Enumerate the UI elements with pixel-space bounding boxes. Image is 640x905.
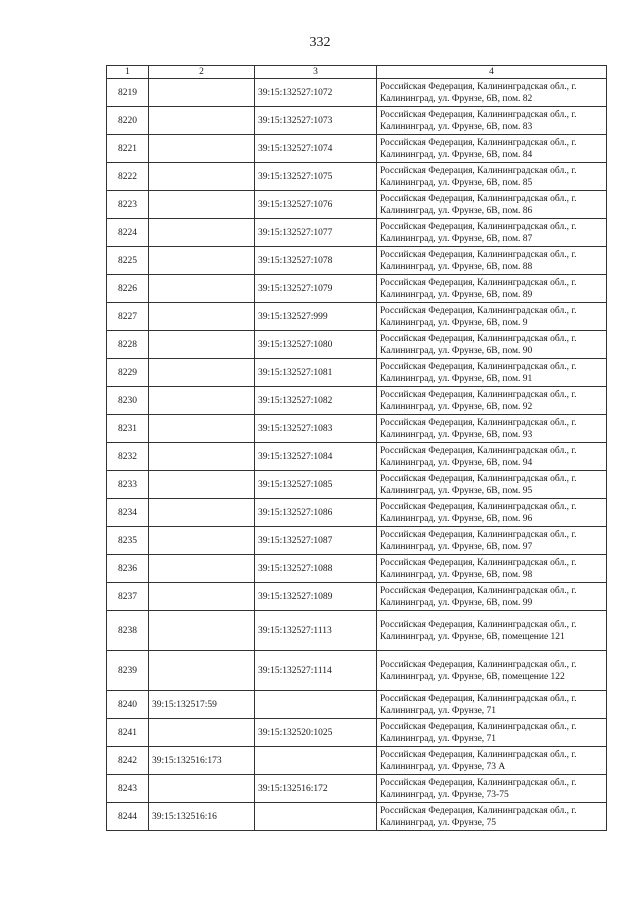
- address-cell: Российская Федерация, Калининградская обл., г. Калининград, ул. Фрунзе, 6В, пом. 99: [377, 583, 607, 611]
- cadastral-number-cell: [255, 691, 377, 719]
- cadastral-number-cell: [149, 219, 255, 247]
- address-cell: Российская Федерация, Калининградская обл., г. Калининград, ул. Фрунзе, 6В, пом. 82: [377, 79, 607, 107]
- cadastral-number-cell: [149, 527, 255, 555]
- table-row: [107, 527, 607, 555]
- cadastral-number-cell: 39:15:132527:1087: [255, 527, 377, 555]
- cadastral-number-cell: 39:15:132527:1079: [255, 275, 377, 303]
- column-header: 2: [149, 66, 255, 79]
- address-cell: Российская Федерация, Калининградская обл., г. Калининград, ул. Фрунзе, 73-75: [377, 775, 607, 803]
- table-row: [107, 107, 607, 135]
- cadastral-number-cell: 39:15:132527:1114: [255, 651, 377, 691]
- cadastral-number-cell: [149, 135, 255, 163]
- address-cell: Российская Федерация, Калининградская обл., г. Калининград, ул. Фрунзе, 75: [377, 803, 607, 831]
- address-cell: Российская Федерация, Калининградская обл., г. Калининград, ул. Фрунзе, 6В, пом. 85: [377, 163, 607, 191]
- table-row: [107, 135, 607, 163]
- table-row: [107, 79, 607, 107]
- cadastral-number-cell: 39:15:132527:1113: [255, 611, 377, 651]
- cadastral-number-cell: [149, 719, 255, 747]
- table-row: [107, 499, 607, 527]
- address-cell: Российская Федерация, Калининградская обл., г. Калининград, ул. Фрунзе, 6В, пом. 88: [377, 247, 607, 275]
- row-number-cell: 8223: [107, 191, 149, 219]
- address-cell: Российская Федерация, Калининградская обл., г. Калининград, ул. Фрунзе, 6В, пом. 92: [377, 387, 607, 415]
- address-cell: Российская Федерация, Калининградская обл., г. Калининград, ул. Фрунзе, 6В, пом. 96: [377, 499, 607, 527]
- cadastral-number-cell: 39:15:132527:1084: [255, 443, 377, 471]
- table-row: [107, 191, 607, 219]
- row-number-cell: 8220: [107, 107, 149, 135]
- column-header: 4: [377, 66, 607, 79]
- address-cell: Российская Федерация, Калининградская обл., г. Калининград, ул. Фрунзе, 6В, помещение 122: [377, 651, 607, 691]
- address-cell: Российская Федерация, Калининградская обл., г. Калининград, ул. Фрунзе, 6В, пом. 95: [377, 471, 607, 499]
- column-header: 1: [107, 66, 149, 79]
- cadastral-number-cell: [149, 107, 255, 135]
- address-cell: Российская Федерация, Калининградская обл., г. Калининград, ул. Фрунзе, 6В, пом. 90: [377, 331, 607, 359]
- cadastral-number-cell: [149, 611, 255, 651]
- address-cell: Российская Федерация, Калининградская обл., г. Калининград, ул. Фрунзе, 6В, пом. 87: [377, 219, 607, 247]
- cadastral-number-cell: [149, 775, 255, 803]
- cadastral-number-cell: [149, 443, 255, 471]
- address-cell: Российская Федерация, Калининградская обл., г. Калининград, ул. Фрунзе, 71: [377, 719, 607, 747]
- address-cell: Российская Федерация, Калининградская обл., г. Калининград, ул. Фрунзе, 73 А: [377, 747, 607, 775]
- row-number-cell: 8230: [107, 387, 149, 415]
- row-number-cell: 8231: [107, 415, 149, 443]
- row-number-cell: 8226: [107, 275, 149, 303]
- cadastral-number-cell: 39:15:132527:1074: [255, 135, 377, 163]
- row-number-cell: 8225: [107, 247, 149, 275]
- cadastral-number-cell: [149, 191, 255, 219]
- cadastral-number-cell: [149, 555, 255, 583]
- address-cell: Российская Федерация, Калининградская обл., г. Калининград, ул. Фрунзе, 6В, пом. 93: [377, 415, 607, 443]
- cadastral-number-cell: 39:15:132516:173: [149, 747, 255, 775]
- row-number-cell: 8238: [107, 611, 149, 651]
- table-row: [107, 303, 607, 331]
- registry-table: [106, 65, 607, 831]
- address-cell: Российская Федерация, Калининградская обл., г. Калининград, ул. Фрунзе, 6В, пом. 86: [377, 191, 607, 219]
- row-number-cell: 8224: [107, 219, 149, 247]
- table-row: [107, 583, 607, 611]
- address-cell: Российская Федерация, Калининградская обл., г. Калининград, ул. Фрунзе, 6В, помещение 121: [377, 611, 607, 651]
- cadastral-number-cell: 39:15:132527:1085: [255, 471, 377, 499]
- address-cell: Российская Федерация, Калининградская обл., г. Калининград, ул. Фрунзе, 6В, пом. 91: [377, 359, 607, 387]
- address-cell: Российская Федерация, Калининградская обл., г. Калининград, ул. Фрунзе, 6В, пом. 89: [377, 275, 607, 303]
- table-row: [107, 471, 607, 499]
- column-header: 3: [255, 66, 377, 79]
- cadastral-number-cell: 39:15:132527:999: [255, 303, 377, 331]
- table-row: [107, 275, 607, 303]
- address-cell: Российская Федерация, Калининградская обл., г. Калининград, ул. Фрунзе, 6В, пом. 94: [377, 443, 607, 471]
- address-cell: Российская Федерация, Калининградская обл., г. Калининград, ул. Фрунзе, 6В, пом. 83: [377, 107, 607, 135]
- table-row: [107, 359, 607, 387]
- cadastral-number-cell: [149, 247, 255, 275]
- cadastral-number-cell: 39:15:132527:1081: [255, 359, 377, 387]
- cadastral-number-cell: 39:15:132520:1025: [255, 719, 377, 747]
- row-number-cell: 8243: [107, 775, 149, 803]
- cadastral-number-cell: 39:15:132527:1083: [255, 415, 377, 443]
- cadastral-number-cell: 39:15:132527:1080: [255, 331, 377, 359]
- cadastral-number-cell: 39:15:132527:1088: [255, 555, 377, 583]
- cadastral-number-cell: [149, 499, 255, 527]
- cadastral-number-cell: 39:15:132527:1077: [255, 219, 377, 247]
- cadastral-number-cell: 39:15:132517:59: [149, 691, 255, 719]
- row-number-cell: 8227: [107, 303, 149, 331]
- table-row: [107, 163, 607, 191]
- header-row: [107, 66, 607, 79]
- table-row: [107, 331, 607, 359]
- table-row: [107, 775, 607, 803]
- table-row: [107, 719, 607, 747]
- row-number-cell: 8232: [107, 443, 149, 471]
- table-row: [107, 247, 607, 275]
- row-number-cell: 8234: [107, 499, 149, 527]
- cadastral-number-cell: [149, 163, 255, 191]
- row-number-cell: 8239: [107, 651, 149, 691]
- table-row: [107, 747, 607, 775]
- table-row: [107, 443, 607, 471]
- cadastral-number-cell: [149, 471, 255, 499]
- cadastral-number-cell: [149, 651, 255, 691]
- row-number-cell: 8219: [107, 79, 149, 107]
- row-number-cell: 8241: [107, 719, 149, 747]
- cadastral-number-cell: 39:15:132527:1076: [255, 191, 377, 219]
- row-number-cell: 8242: [107, 747, 149, 775]
- cadastral-number-cell: 39:15:132527:1075: [255, 163, 377, 191]
- cadastral-number-cell: 39:15:132527:1089: [255, 583, 377, 611]
- cadastral-number-cell: [255, 803, 377, 831]
- row-number-cell: 8221: [107, 135, 149, 163]
- cadastral-number-cell: [149, 359, 255, 387]
- row-number-cell: 8222: [107, 163, 149, 191]
- row-number-cell: 8237: [107, 583, 149, 611]
- table-row: [107, 691, 607, 719]
- table-row: [107, 803, 607, 831]
- table-row: [107, 555, 607, 583]
- row-number-cell: 8229: [107, 359, 149, 387]
- cadastral-number-cell: [149, 79, 255, 107]
- row-number-cell: 8228: [107, 331, 149, 359]
- table-row: [107, 611, 607, 651]
- address-cell: Российская Федерация, Калининградская обл., г. Калининград, ул. Фрунзе, 71: [377, 691, 607, 719]
- cadastral-number-cell: [149, 583, 255, 611]
- cadastral-number-cell: [255, 747, 377, 775]
- cadastral-number-cell: 39:15:132527:1078: [255, 247, 377, 275]
- address-cell: Российская Федерация, Калининградская обл., г. Калининград, ул. Фрунзе, 6В, пом. 98: [377, 555, 607, 583]
- row-number-cell: 8244: [107, 803, 149, 831]
- table-row: [107, 651, 607, 691]
- cadastral-number-cell: [149, 387, 255, 415]
- table-row: [107, 219, 607, 247]
- cadastral-number-cell: [149, 275, 255, 303]
- cadastral-number-cell: 39:15:132516:172: [255, 775, 377, 803]
- address-cell: Российская Федерация, Калининградская обл., г. Калининград, ул. Фрунзе, 6В, пом. 84: [377, 135, 607, 163]
- cadastral-number-cell: [149, 303, 255, 331]
- row-number-cell: 8235: [107, 527, 149, 555]
- table-row: [107, 415, 607, 443]
- table-row: [107, 387, 607, 415]
- row-number-cell: 8233: [107, 471, 149, 499]
- cadastral-number-cell: [149, 331, 255, 359]
- cadastral-number-cell: 39:15:132516:16: [149, 803, 255, 831]
- address-cell: Российская Федерация, Калининградская обл., г. Калининград, ул. Фрунзе, 6В, пом. 9: [377, 303, 607, 331]
- cadastral-number-cell: 39:15:132527:1073: [255, 107, 377, 135]
- page-number: 332: [309, 35, 331, 50]
- cadastral-number-cell: 39:15:132527:1082: [255, 387, 377, 415]
- cadastral-number-cell: 39:15:132527:1072: [255, 79, 377, 107]
- cadastral-number-cell: 39:15:132527:1086: [255, 499, 377, 527]
- row-number-cell: 8236: [107, 555, 149, 583]
- row-number-cell: 8240: [107, 691, 149, 719]
- cadastral-number-cell: [149, 415, 255, 443]
- address-cell: Российская Федерация, Калининградская обл., г. Калининград, ул. Фрунзе, 6В, пом. 97: [377, 527, 607, 555]
